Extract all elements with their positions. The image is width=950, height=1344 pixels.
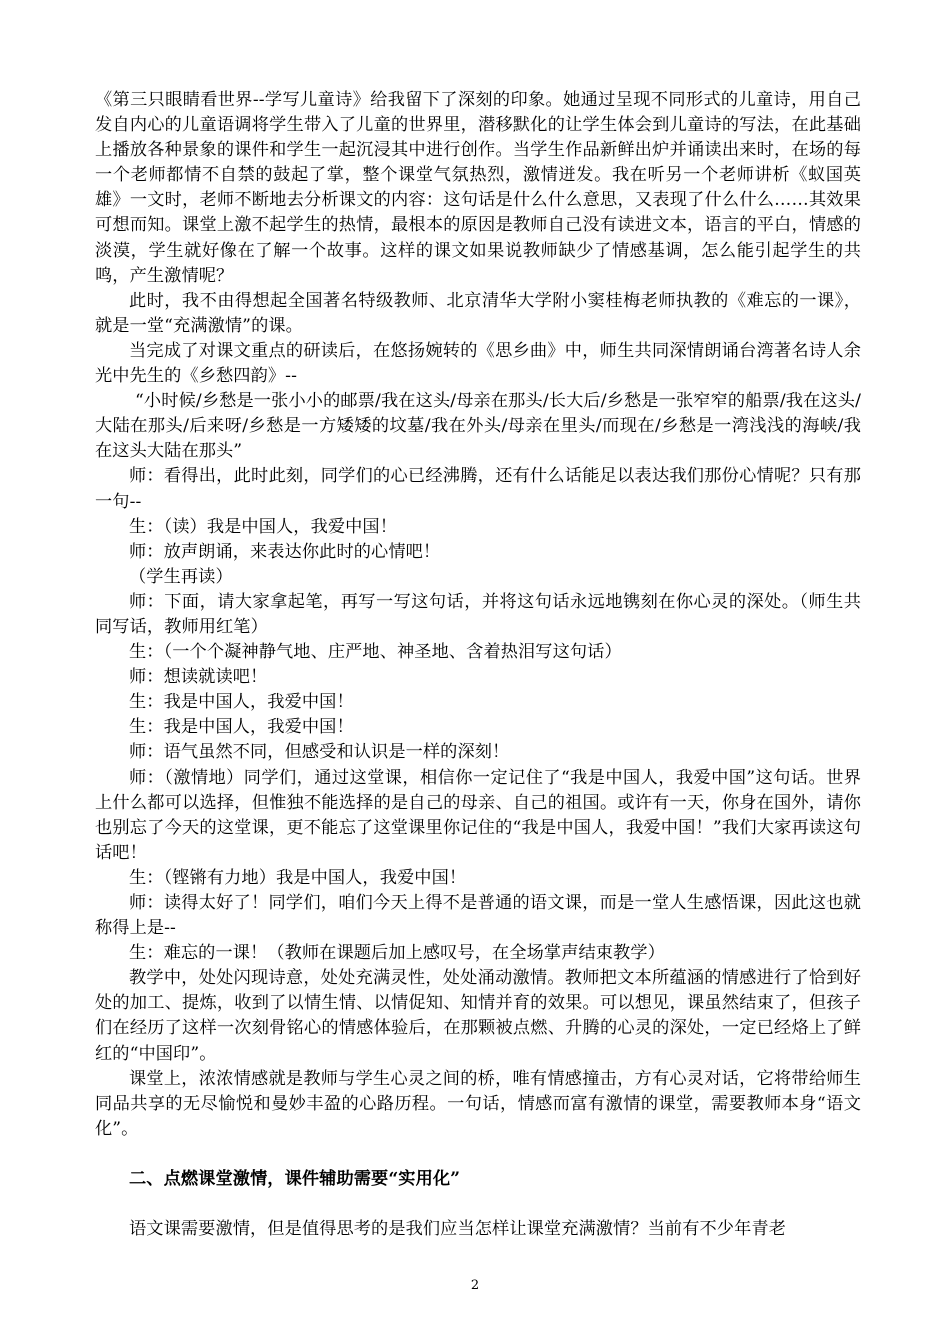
paragraph: 语文课需要激情，但是值得思考的是我们应当怎样让课堂充满激情？当前有不少年青老 (129, 1219, 786, 1240)
section-heading: 二、点燃课堂激情，课件辅助需要“实用化” (129, 1168, 461, 1189)
dialogue-line: 师：放声朗诵，来表达你此时的心情吧！ (129, 541, 441, 562)
dialogue-line: 师：（激情地）同学们，通过这堂课，相信你一定记住了“我是中国人，我爱中国”这句话。世界上什么都可以选择，但惟独不能选择的是自己的母亲、自己的祖国。或许有一天，你身在国外，请你也别忘了今天的这堂课，更不能忘了这堂课里你记住的“我是中国人，我爱中国！”我们大家再读这句话吧！ (95, 767, 861, 863)
poem-quote: “小时候/乡愁是一张小小的邮票/我在这头/母亲在那头/长大后/乡愁是一张窄窄的船票/我在这头/大陆在那头/后来呀/乡愁是一方矮矮的坟墓/我在外头/母亲在里头/而现在/乡愁是一湾浅浅的海峡/我在这头大陆在那头” (95, 391, 861, 462)
dialogue-line: 生：我是中国人，我爱中国！ (129, 692, 354, 713)
dialogue-line: （学生再读） (129, 566, 233, 587)
dialogue-line: 生：我是中国人，我爱中国！ (129, 717, 354, 738)
dialogue-line: 生：（铿锵有力地）我是中国人，我爱中国！ (129, 867, 467, 888)
paragraph: 当完成了对课文重点的研读后，在悠扬婉转的《思乡曲》中，师生共同深情朗诵台湾著名诗人余光中先生的《乡愁四韵》-- (95, 340, 861, 387)
paragraph: 《第三只眼睛看世界--学写儿童诗》给我留下了深刻的印象。她通过呈现不同形式的儿童诗，用自己发自内心的儿童语调将学生带入了儿童的世界里，潜移默化的让学生体会到儿童诗的写法，在此基础上播放各种景象的课件和学生一起沉浸其中进行创作。当学生作品新鲜出炉并诵读出来时，在场的每一个老师都情不自禁的鼓起了掌，整个课堂气氛热烈，激情迸发。我在听另一个老师讲析《蚁国英雄》一文时，老师不断地去分析课文的内容：这句话是什么什么意思，又表现了什么什么……其效果可想而知。课堂上激不起学生的热情，最根本的原因是教师自己没有读进文本，语言的平白，情感的淡漠，学生就好像在了解一个故事。这样的课文如果说教师缺少了情感基调，怎么能引起学生的共鸣，产生激情呢？ (95, 90, 861, 286)
dialogue-line: 生：（一个个凝神静气地、庄严地、神圣地、含着热泪写这句话） (129, 642, 622, 663)
paragraph: 教学中，处处闪现诗意，处处充满灵性，处处涌动激情。教师把文本所蕴涵的情感进行了恰到好处的加工、提炼，收到了以情生情、以情促知、知情并育的效果。可以想见，课虽然结束了，但孩子们在经历了这样一次刻骨铭心的情感体验后，在那颗被点燃、升腾的心灵的深处，一定已经烙上了鲜红的“中国印”。 (95, 968, 861, 1064)
dialogue-line: 师：想读就读吧！ (129, 667, 268, 688)
paragraph: 课堂上，浓浓情感就是教师与学生心灵之间的桥，唯有情感撞击，方有心灵对话，它将带给师生同品共享的无尽愉悦和曼妙丰盈的心路历程。一句话，情感而富有激情的课堂，需要教师本身“语文化”。 (95, 1068, 861, 1139)
dialogue-line: 生：难忘的一课！（教师在课题后加上感叹号，在全场掌声结束教学） (129, 943, 665, 964)
dialogue-line: 生：（读）我是中国人，我爱中国！ (129, 516, 398, 537)
dialogue-line: 师：读得太好了！同学们，咱们今天上得不是普通的语文课，而是一堂人生感悟课，因此这也就称得上是-- (95, 893, 861, 939)
paragraph: 此时，我不由得想起全国著名特级教师、北京清华大学附小窦桂梅老师执教的《难忘的一课》，就是一堂“充满激情”的课。 (95, 290, 861, 336)
page-body (95, 88, 861, 1242)
dialogue-line: 师：看得出，此时此刻，同学们的心已经沸腾，还有什么话能足以表达我们那份心情呢？只有那一句-- (95, 466, 861, 512)
dialogue-line: 师：语气虽然不同，但感受和认识是一样的深刻！ (129, 742, 510, 763)
dialogue-line: 师：下面，请大家拿起笔，再写一写这句话，并将这句话永远地镌刻在你心灵的深处。（师生共同写话，教师用红笔） (95, 591, 861, 637)
page-number: 2 (470, 1278, 480, 1293)
